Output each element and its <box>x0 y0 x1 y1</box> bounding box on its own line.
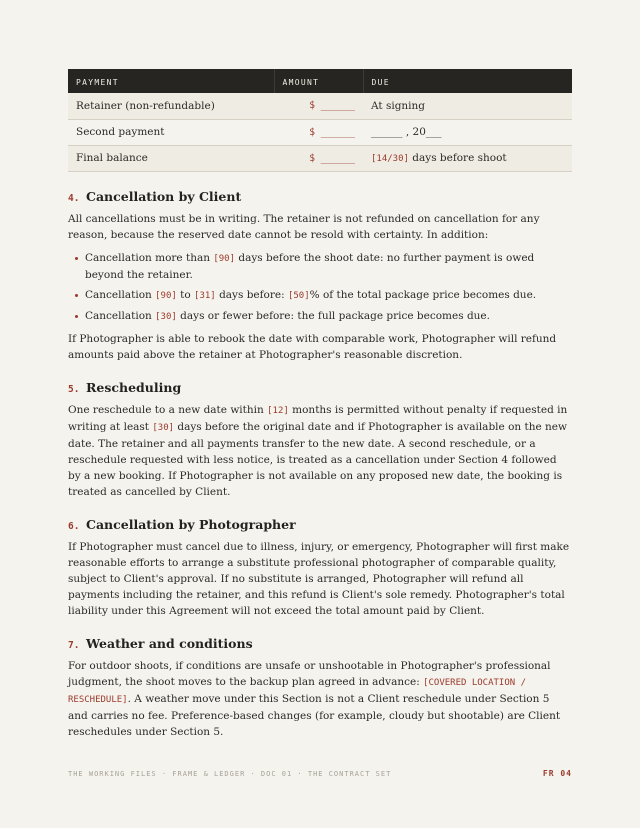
section-5-heading <box>68 380 572 395</box>
text: days or fewer before: the full package price becomes due. <box>176 309 490 322</box>
amount-cell: $ ______ <box>274 93 363 119</box>
section-title: Cancellation by Client <box>86 188 242 204</box>
text: Cancellation <box>85 309 156 322</box>
page-footer <box>68 769 572 778</box>
text: For outdoor shoots, if conditions are unsafe or unshootable in Photographer's professional judgment, the shoot moves to the backup plan agreed in advance: <box>68 659 551 688</box>
due-text: days before shoot <box>408 152 507 164</box>
list-item <box>68 287 572 304</box>
placeholder: [31] <box>194 290 216 301</box>
payment-schedule-table <box>68 69 572 172</box>
section-7-body <box>68 658 572 740</box>
text: to <box>176 288 195 301</box>
placeholder-days: [14/30] <box>371 154 409 164</box>
section-6-heading <box>68 517 572 532</box>
placeholder: [50] <box>287 290 310 301</box>
payment-cell: Final balance <box>68 145 274 171</box>
amount-cell: $ ______ <box>274 119 363 145</box>
text: One reschedule to a new date within <box>68 403 268 416</box>
placeholder: [90] <box>155 290 177 301</box>
section-4-intro: All cancellations must be in writing. The retainer is not refunded on cancellation for any reason, because the reserved date cannot be resold with certainty. In addition: <box>68 212 540 241</box>
section-4-heading <box>68 189 572 204</box>
cancellation-list <box>68 250 572 325</box>
payment-cell: Second payment <box>68 119 274 145</box>
table-row <box>68 145 572 171</box>
section-4-outro: If Photographer is able to rebook the date with comparable work, Photographer will refund amounts paid above the retainer at Photographer's reasonable discretion. <box>68 332 557 361</box>
placeholder: [90] <box>213 253 236 264</box>
section-title: Rescheduling <box>86 379 182 395</box>
text: days before: <box>215 288 288 301</box>
footer-page-number: FR 04 <box>542 769 572 778</box>
table-row <box>68 119 572 145</box>
header-due: DUE <box>363 69 572 93</box>
footer-doc-label: THE WORKING FILES · FRAME & LEDGER · DOC 01 · THE CONTRACT SET <box>68 770 392 778</box>
section-title: Cancellation by Photographer <box>86 516 296 532</box>
header-amount: AMOUNT <box>274 69 363 93</box>
table-header-row <box>68 69 572 93</box>
text: months is permitted without penalty if requested in writing at least <box>68 403 568 433</box>
text: Cancellation more than <box>85 251 214 264</box>
document-page <box>68 69 572 740</box>
amount-cell: $ ______ <box>274 145 363 171</box>
placeholder: [12] <box>267 405 289 416</box>
placeholder: [30] <box>155 311 177 322</box>
section-5-body <box>68 402 572 500</box>
section-number: 7. <box>68 639 80 651</box>
section-number: 6. <box>68 520 80 532</box>
header-payment: PAYMENT <box>68 69 274 93</box>
text: days before the shoot date: no further payment is owed beyond the retainer. <box>85 251 535 281</box>
placeholder: [COVERED LOCATION / RESCHEDULE] <box>68 677 527 705</box>
text: . A weather move under this Section is not a Client reschedule under Section 5 and carries no fee. Preference-based changes (for example, cloudy but shootable) are Client reschedules under Section 5. <box>68 692 561 738</box>
payment-cell: Retainer (non-refundable) <box>68 93 274 119</box>
text: Cancellation <box>85 288 156 301</box>
text: % of the total package price becomes due. <box>309 288 537 301</box>
section-number: 4. <box>68 192 80 204</box>
due-cell <box>363 145 572 171</box>
section-7-heading <box>68 636 572 651</box>
list-item <box>68 308 572 325</box>
due-cell: ______ , 20___ <box>363 119 572 145</box>
section-6-body: If Photographer must cancel due to illness, injury, or emergency, Photographer will first make reasonable efforts to arrange a substitute professional photographer of comparable quality, subject to Client's approval. If no substitute is arranged, Photographer will refund all payments including the retainer, and this refund is Client's sole remedy. Photographer's total liability under this Agreement will not exceed the total amount paid by Client. <box>68 540 570 617</box>
section-title: Weather and conditions <box>86 635 253 651</box>
list-item <box>68 250 572 283</box>
section-number: 5. <box>68 383 80 395</box>
placeholder: [30] <box>152 422 175 433</box>
table-row <box>68 93 572 119</box>
due-cell: At signing <box>363 93 572 119</box>
text: days before the original date and if Photographer is available on the new date. The retainer and all payments transfer to the new date. A second reschedule, or a reschedule requested with less notice, is treated as a cancellation under Section 4 followed by a new booking. If Photographer is not available on any proposed new date, the booking is treated as cancelled by Client. <box>68 420 567 498</box>
